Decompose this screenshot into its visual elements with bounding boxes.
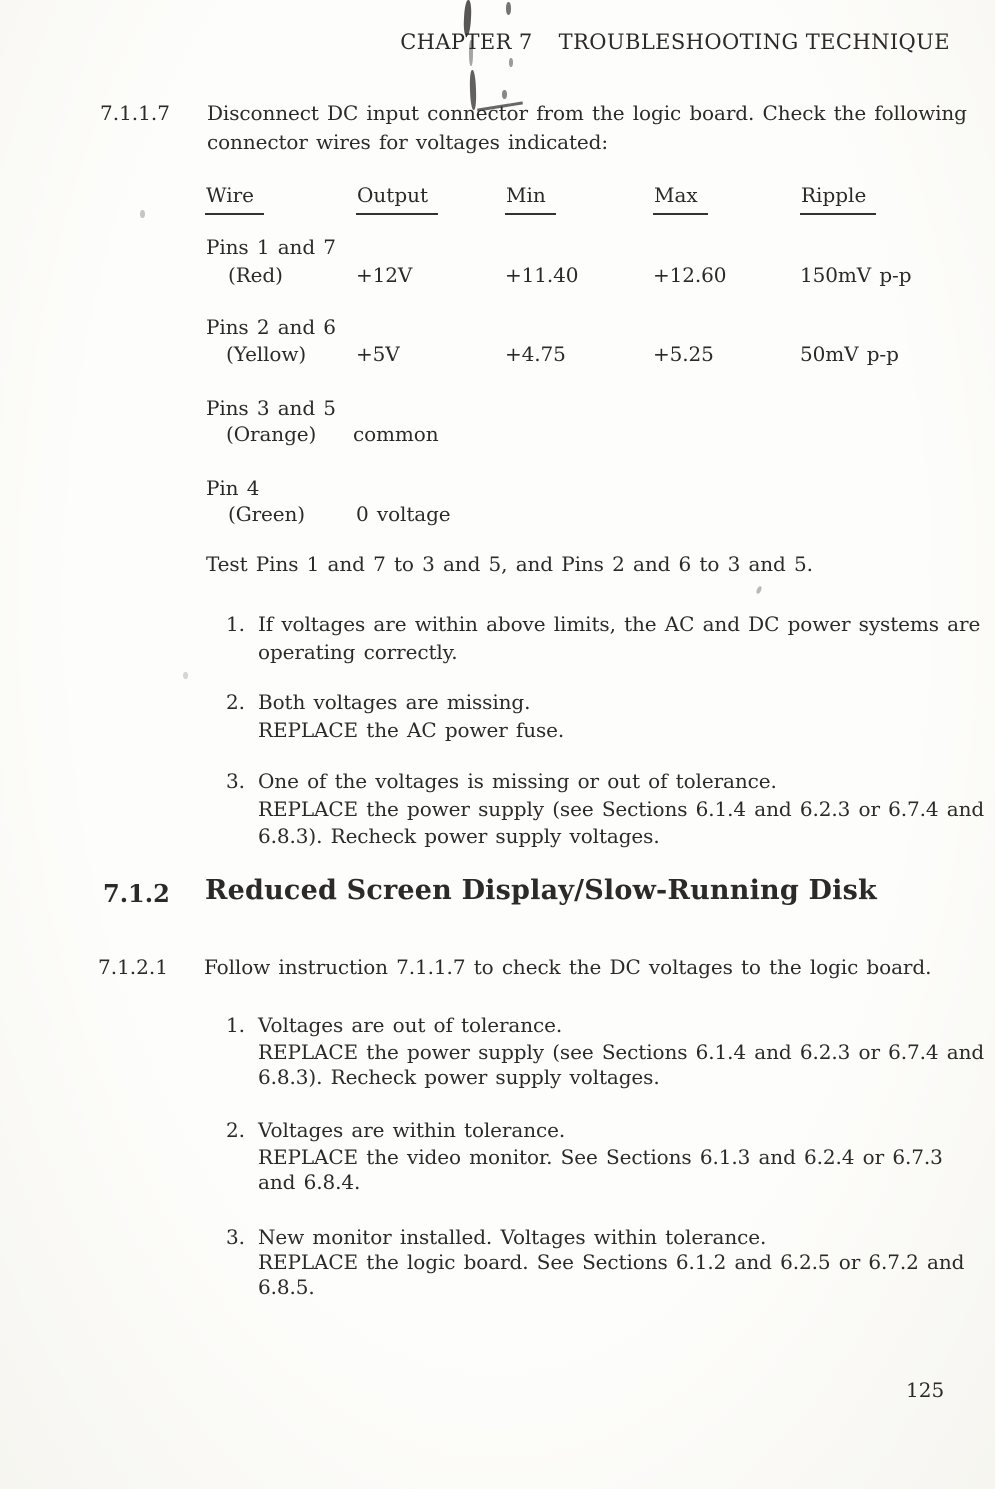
chapter-label: CHAPTER 7 (400, 30, 533, 54)
table-cell-color: (Yellow) (226, 342, 307, 366)
table-cell-max: +5.25 (653, 342, 714, 366)
running-header (400, 29, 950, 55)
ink-speck (502, 90, 507, 99)
ink-speck (140, 210, 145, 218)
table-cell-max: +12.60 (653, 263, 727, 287)
list-item-line: 6.8.5. (258, 1275, 315, 1299)
table-cell-min: +11.40 (505, 263, 579, 287)
table-cell-wire: Pins 3 and 5 (206, 396, 336, 420)
table-header-wire: Wire (205, 182, 264, 215)
section-number: 7.1.2.1 (98, 955, 168, 979)
test-note: Test Pins 1 and 7 to 3 and 5, and Pins 2 and 6 to 3 and 5. (206, 552, 813, 576)
table-header-ripple: Ripple (800, 182, 876, 215)
ink-speck (506, 2, 511, 15)
list-item-line: If voltages are within above limits, the AC and DC power systems are (258, 612, 981, 636)
table-cell-wire: Pins 1 and 7 (206, 235, 336, 259)
list-item-line: Both voltages are missing. (258, 690, 531, 714)
list-item-number: 2. (226, 1118, 245, 1142)
table-cell-ripple: 50mV p-p (800, 342, 899, 366)
list-item-number: 1. (226, 612, 245, 636)
list-item-line: REPLACE the power supply (see Sections 6.1.4 and 6.2.3 or 6.7.4 and (258, 797, 985, 821)
list-item-line: 6.8.3). Recheck power supply voltages. (258, 1065, 660, 1089)
list-item-line: New monitor installed. Voltages within tolerance. (258, 1225, 767, 1249)
table-header-output: Output (356, 182, 438, 215)
paragraph-line: Disconnect DC input connector from the logic board. Check the following (207, 101, 967, 125)
list-item-number: 3. (226, 1225, 245, 1249)
table-cell-output: 0 voltage (356, 502, 451, 526)
table-header-max: Max (653, 182, 708, 215)
list-item-number: 3. (226, 769, 245, 793)
list-item-number: 2. (226, 690, 245, 714)
chapter-title: TROUBLESHOOTING TECHNIQUE (558, 30, 950, 54)
paragraph-line: Follow instruction 7.1.1.7 to check the DC voltages to the logic board. (204, 955, 932, 979)
section-heading-number: 7.1.2 (103, 879, 170, 908)
ink-speck (183, 672, 188, 679)
list-item-line: REPLACE the power supply (see Sections 6.1.4 and 6.2.3 or 6.7.4 and (258, 1040, 985, 1064)
table-cell-output: common (353, 422, 439, 446)
table-cell-color: (Green) (228, 502, 305, 526)
ink-speck (509, 58, 513, 67)
paragraph-line: connector wires for voltages indicated: (207, 130, 609, 154)
list-item-line: Voltages are out of tolerance. (258, 1013, 563, 1037)
table-cell-ripple: 150mV p-p (800, 263, 912, 287)
section-number: 7.1.1.7 (100, 101, 170, 125)
list-item-line: operating correctly. (258, 640, 458, 664)
page-number: 125 (906, 1378, 945, 1402)
list-item-line: REPLACE the logic board. See Sections 6.1.2 and 6.2.5 or 6.7.2 and (258, 1250, 965, 1274)
list-item-number: 1. (226, 1013, 245, 1037)
list-item-line: One of the voltages is missing or out of tolerance. (258, 769, 777, 793)
table-cell-wire: Pin 4 (206, 476, 260, 500)
table-cell-output: +12V (356, 263, 413, 287)
list-item-line: and 6.8.4. (258, 1170, 361, 1194)
list-item-line: REPLACE the AC power fuse. (258, 718, 565, 742)
list-item-line: REPLACE the video monitor. See Sections 6.1.3 and 6.2.4 or 6.7.3 (258, 1145, 943, 1169)
list-item-line: 6.8.3). Recheck power supply voltages. (258, 824, 660, 848)
table-cell-color: (Red) (228, 263, 283, 287)
ink-speck (755, 586, 762, 595)
table-header-min: Min (505, 182, 556, 215)
table-cell-color: (Orange) (226, 422, 317, 446)
table-cell-wire: Pins 2 and 6 (206, 315, 336, 339)
section-heading-title: Reduced Screen Display/Slow-Running Disk (205, 875, 877, 906)
list-item-line: Voltages are within tolerance. (258, 1118, 566, 1142)
table-cell-output: +5V (356, 342, 400, 366)
table-cell-min: +4.75 (505, 342, 566, 366)
